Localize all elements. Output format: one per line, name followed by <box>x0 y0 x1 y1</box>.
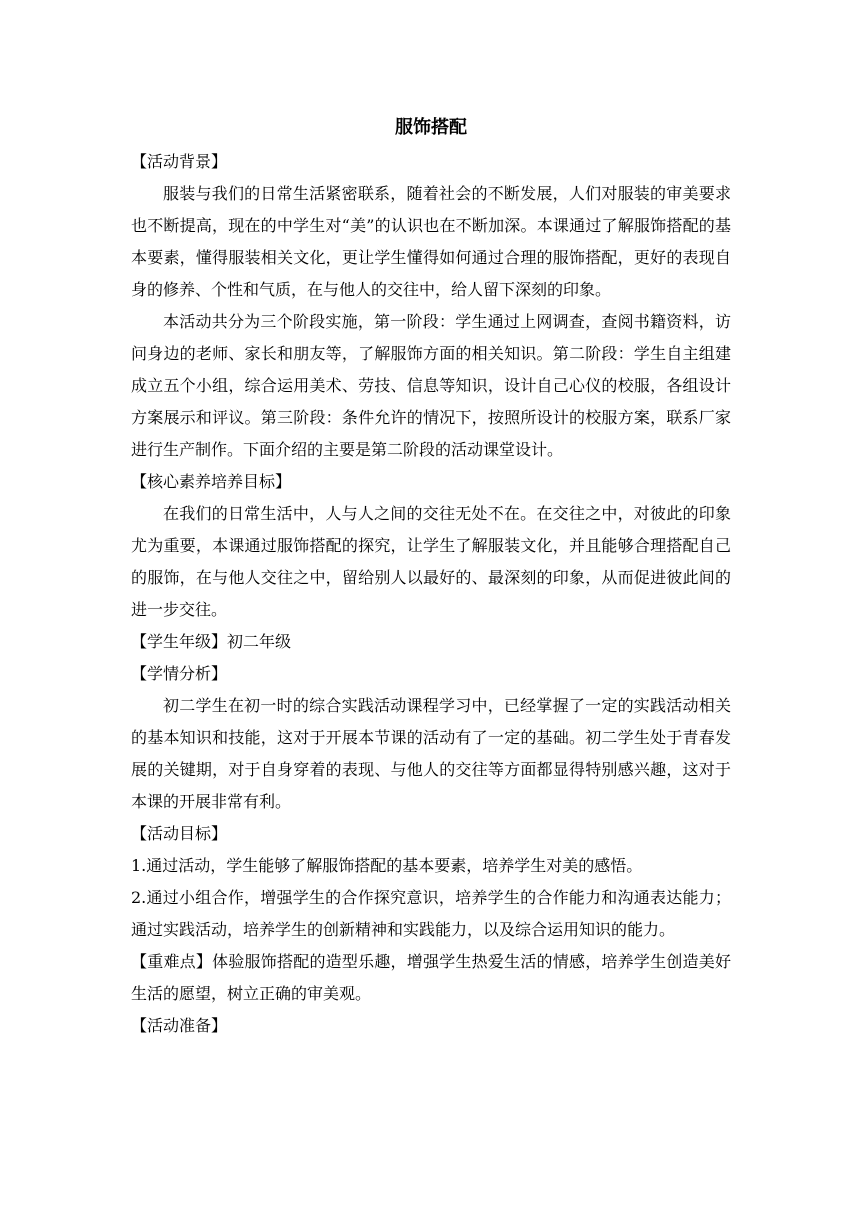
section-heading-objectives: 【活动目标】 <box>131 824 228 843</box>
section-heading-analysis: 【学情分析】 <box>131 664 228 683</box>
section-heading-preparation: 【活动准备】 <box>131 1016 228 1035</box>
document-body <box>131 110 731 1042</box>
section-heading-core-goals: 【核心素养培养目标】 <box>131 472 292 491</box>
objective-item-1: 1.通过活动，学生能够了解服饰搭配的基本要素，培养学生对美的感悟。 <box>131 856 643 875</box>
section-heading-grade: 【学生年级】初二年级 <box>131 632 292 651</box>
background-paragraph-2: 本活动共分为三个阶段实施，第一阶段：学生通过上网调查，查阅书籍资料，访问身边的老师、家长和朋友等，了解服饰方面的相关知识。第二阶段：学生自主组建成立五个小组，综合运用美术、劳技、信息等知识，设计自己心仪的校服，各组设计方案展示和评议。第三阶段：条件允许的情况下，按照所设计的校服方案，联系厂家进行生产制作。下面介绍的主要是第二阶段的活动课堂设计。 <box>131 312 731 459</box>
section-heading-background: 【活动背景】 <box>131 152 228 171</box>
background-paragraph-1: 服装与我们的日常生活紧密联系，随着社会的不断发展，人们对服装的审美要求也不断提高，现在的中学生对“美”的认识也在不断加深。本课通过了解服饰搭配的基本要素，懂得服装相关文化，更让学生懂得如何通过合理的服饰搭配，更好的表现自身的修养、个性和气质，在与他人的交往中，给人留下深刻的印象。 <box>131 184 731 299</box>
document-title: 服饰搭配 <box>395 117 467 138</box>
core-goals-paragraph: 在我们的日常生活中，人与人之间的交往无处不在。在交往之中，对彼此的印象尤为重要，本课通过服饰搭配的探究，让学生了解服装文化，并且能够合理搭配自己的服饰，在与他人交往之中，留给别人以最好的、最深刻的印象，从而促进彼此间的进一步交往。 <box>131 504 731 619</box>
analysis-paragraph: 初二学生在初一时的综合实践活动课程学习中，已经掌握了一定的实践活动相关的基本知识和技能，这对于开展本节课的活动有了一定的基础。初二学生处于青春发展的关键期，对于自身穿着的表现、与他人的交往等方面都显得特别感兴趣，这对于本课的开展非常有利。 <box>131 696 731 811</box>
key-difficulty-item: 【重难点】体验服饰搭配的造型乐趣，增强学生热爱生活的情感，培养学生创造美好生活的愿望，树立正确的审美观。 <box>131 952 731 1003</box>
objective-item-2: 2.通过小组合作，增强学生的合作探究意识，培养学生的合作能力和沟通表达能力；通过实践活动，培养学生的创新精神和实践能力，以及综合运用知识的能力。 <box>131 888 731 939</box>
